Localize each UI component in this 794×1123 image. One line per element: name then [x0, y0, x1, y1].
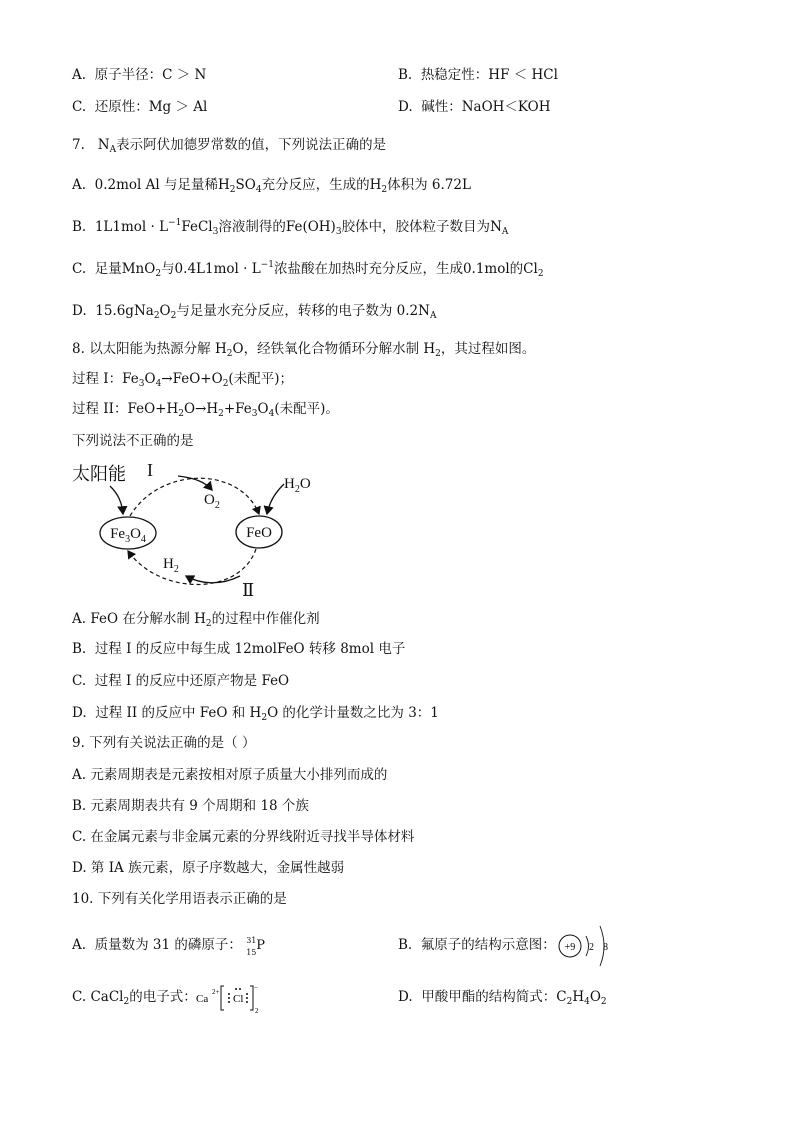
q9-option-b: B. 元素周期表共有 9 个周期和 18 个族 — [72, 798, 309, 814]
svg-text:Ca: Ca — [196, 993, 209, 1005]
q8-process-2: 过程 II：$FeO+H_2O\to H_2+Fe_3O_4$(未配平)。 — [72, 401, 339, 419]
h2o-arrow — [267, 484, 284, 514]
q9-stem: 9. 下列有关说法正确的是（ ） — [72, 735, 256, 751]
svg-text:2: 2 — [589, 942, 594, 953]
q7-stem: 7. $N_A$表示阿伏加德罗常数的值，下列说法正确的是 — [72, 137, 387, 155]
h2-label: $H_2$ — [163, 556, 179, 575]
h2o-label: $H_2O$ — [284, 476, 311, 495]
q10-option-d: D. 甲酸甲酯的结构简式：$C_2H_4O_2$ — [398, 989, 607, 1007]
feo-label: FeO — [246, 525, 272, 541]
q9-option-c: C. 在金属元素与非金属元素的分界线附近寻找半导体材料 — [72, 829, 415, 845]
q8-stem: 8. 以太阳能为热源分解 $H_2O$，经铁氧化合物循环分解水制 $H_2$，其过程如图。 — [72, 341, 536, 359]
sun-label: 太阳能 — [72, 464, 126, 484]
upper-arc — [130, 478, 259, 516]
fluorine-structure-diagram — [556, 922, 616, 970]
q10-stem: 10. 下列有关化学用语表示正确的是 — [72, 891, 287, 907]
q6-option-b: B. 热稳定性：HF ＜ HCl — [398, 67, 558, 83]
q6-option-d: D. 碱性：NaOH＜KOH — [398, 99, 551, 115]
q7-option-a: A. 0.2mol Al 与足量稀$H_2SO_4$充分反应，生成的$H_2$体积为 6.72L — [72, 177, 471, 195]
q8-option-b: B. 过程 I 的反应中每生成 12molFeO 转移 8mol 电子 — [72, 641, 406, 657]
svg-text:2+: 2+ — [212, 988, 220, 996]
sun-arrow — [110, 486, 123, 514]
q8-option-a: A. FeO 在分解水制 $H_2$的过程中作催化剂 — [72, 611, 320, 629]
step-1-label: I — [147, 460, 153, 480]
svg-text:8: 8 — [603, 942, 608, 953]
q9-option-d: D. 第 IA 族元素，原子序数越大，金属性越弱 — [72, 860, 345, 876]
svg-text:Cl: Cl — [233, 993, 244, 1005]
svg-text:−: − — [254, 984, 258, 992]
q8-option-d: D. 过程 II 的反应中 FeO 和 $H_2O$ 的化学计量数之比为 3：1 — [72, 705, 439, 723]
svg-text:+9: +9 — [564, 942, 576, 953]
q7-option-c: C. 足量MnO$_2$与$0.4L1mol \cdot L^{-1}$浓盐酸在加热时充分反应，生成0.1mol的$Cl_2$ — [72, 260, 544, 279]
phosphorus-nuclide: 31 15 P — [246, 935, 265, 957]
q8-question: 下列说法不正确的是 — [72, 433, 194, 449]
o2-label: $O_2$ — [204, 492, 220, 511]
q10-option-a: A. 质量数为 31 的磷原子： 31 15 P — [72, 936, 270, 955]
q9-option-a: A. 元素周期表是元素按相对原子质量大小排列而成的 — [72, 767, 388, 783]
q6-option-a: A. 原子半径：C ＞ N — [72, 67, 207, 83]
q10-option-c: C. CaCl$_2$的电子式： — [72, 989, 197, 1007]
svg-text:2: 2 — [255, 1007, 259, 1015]
cycle-diagram — [70, 456, 330, 602]
step-2-label: Ⅱ — [242, 580, 255, 600]
fe3o4-label: $Fe_3O_4$ — [110, 526, 146, 545]
q7-option-d: D. $15.6gNa_2O_2$与足量水充分反应，转移的电子数为 $0.2N_A$ — [72, 303, 437, 321]
q8-process-1: 过程 I：$Fe_3O_4\to FeO+O_2$(未配平)； — [72, 371, 293, 389]
q7-option-b: B. $1L1mol \cdot L^{-1}FeCl_3$溶液制得的$Fe(OH)_3$胶体中，胶体粒子数目为$N_A$ — [72, 218, 509, 237]
q10-option-b: B. 氟原子的结构示意图： — [398, 937, 556, 953]
cacl2-electron-formula — [194, 982, 266, 1016]
q6-option-c: C. 还原性：Mg ＞ Al — [72, 99, 208, 115]
q8-option-c: C. 过程 I 的反应中还原产物是 FeO — [72, 673, 290, 689]
